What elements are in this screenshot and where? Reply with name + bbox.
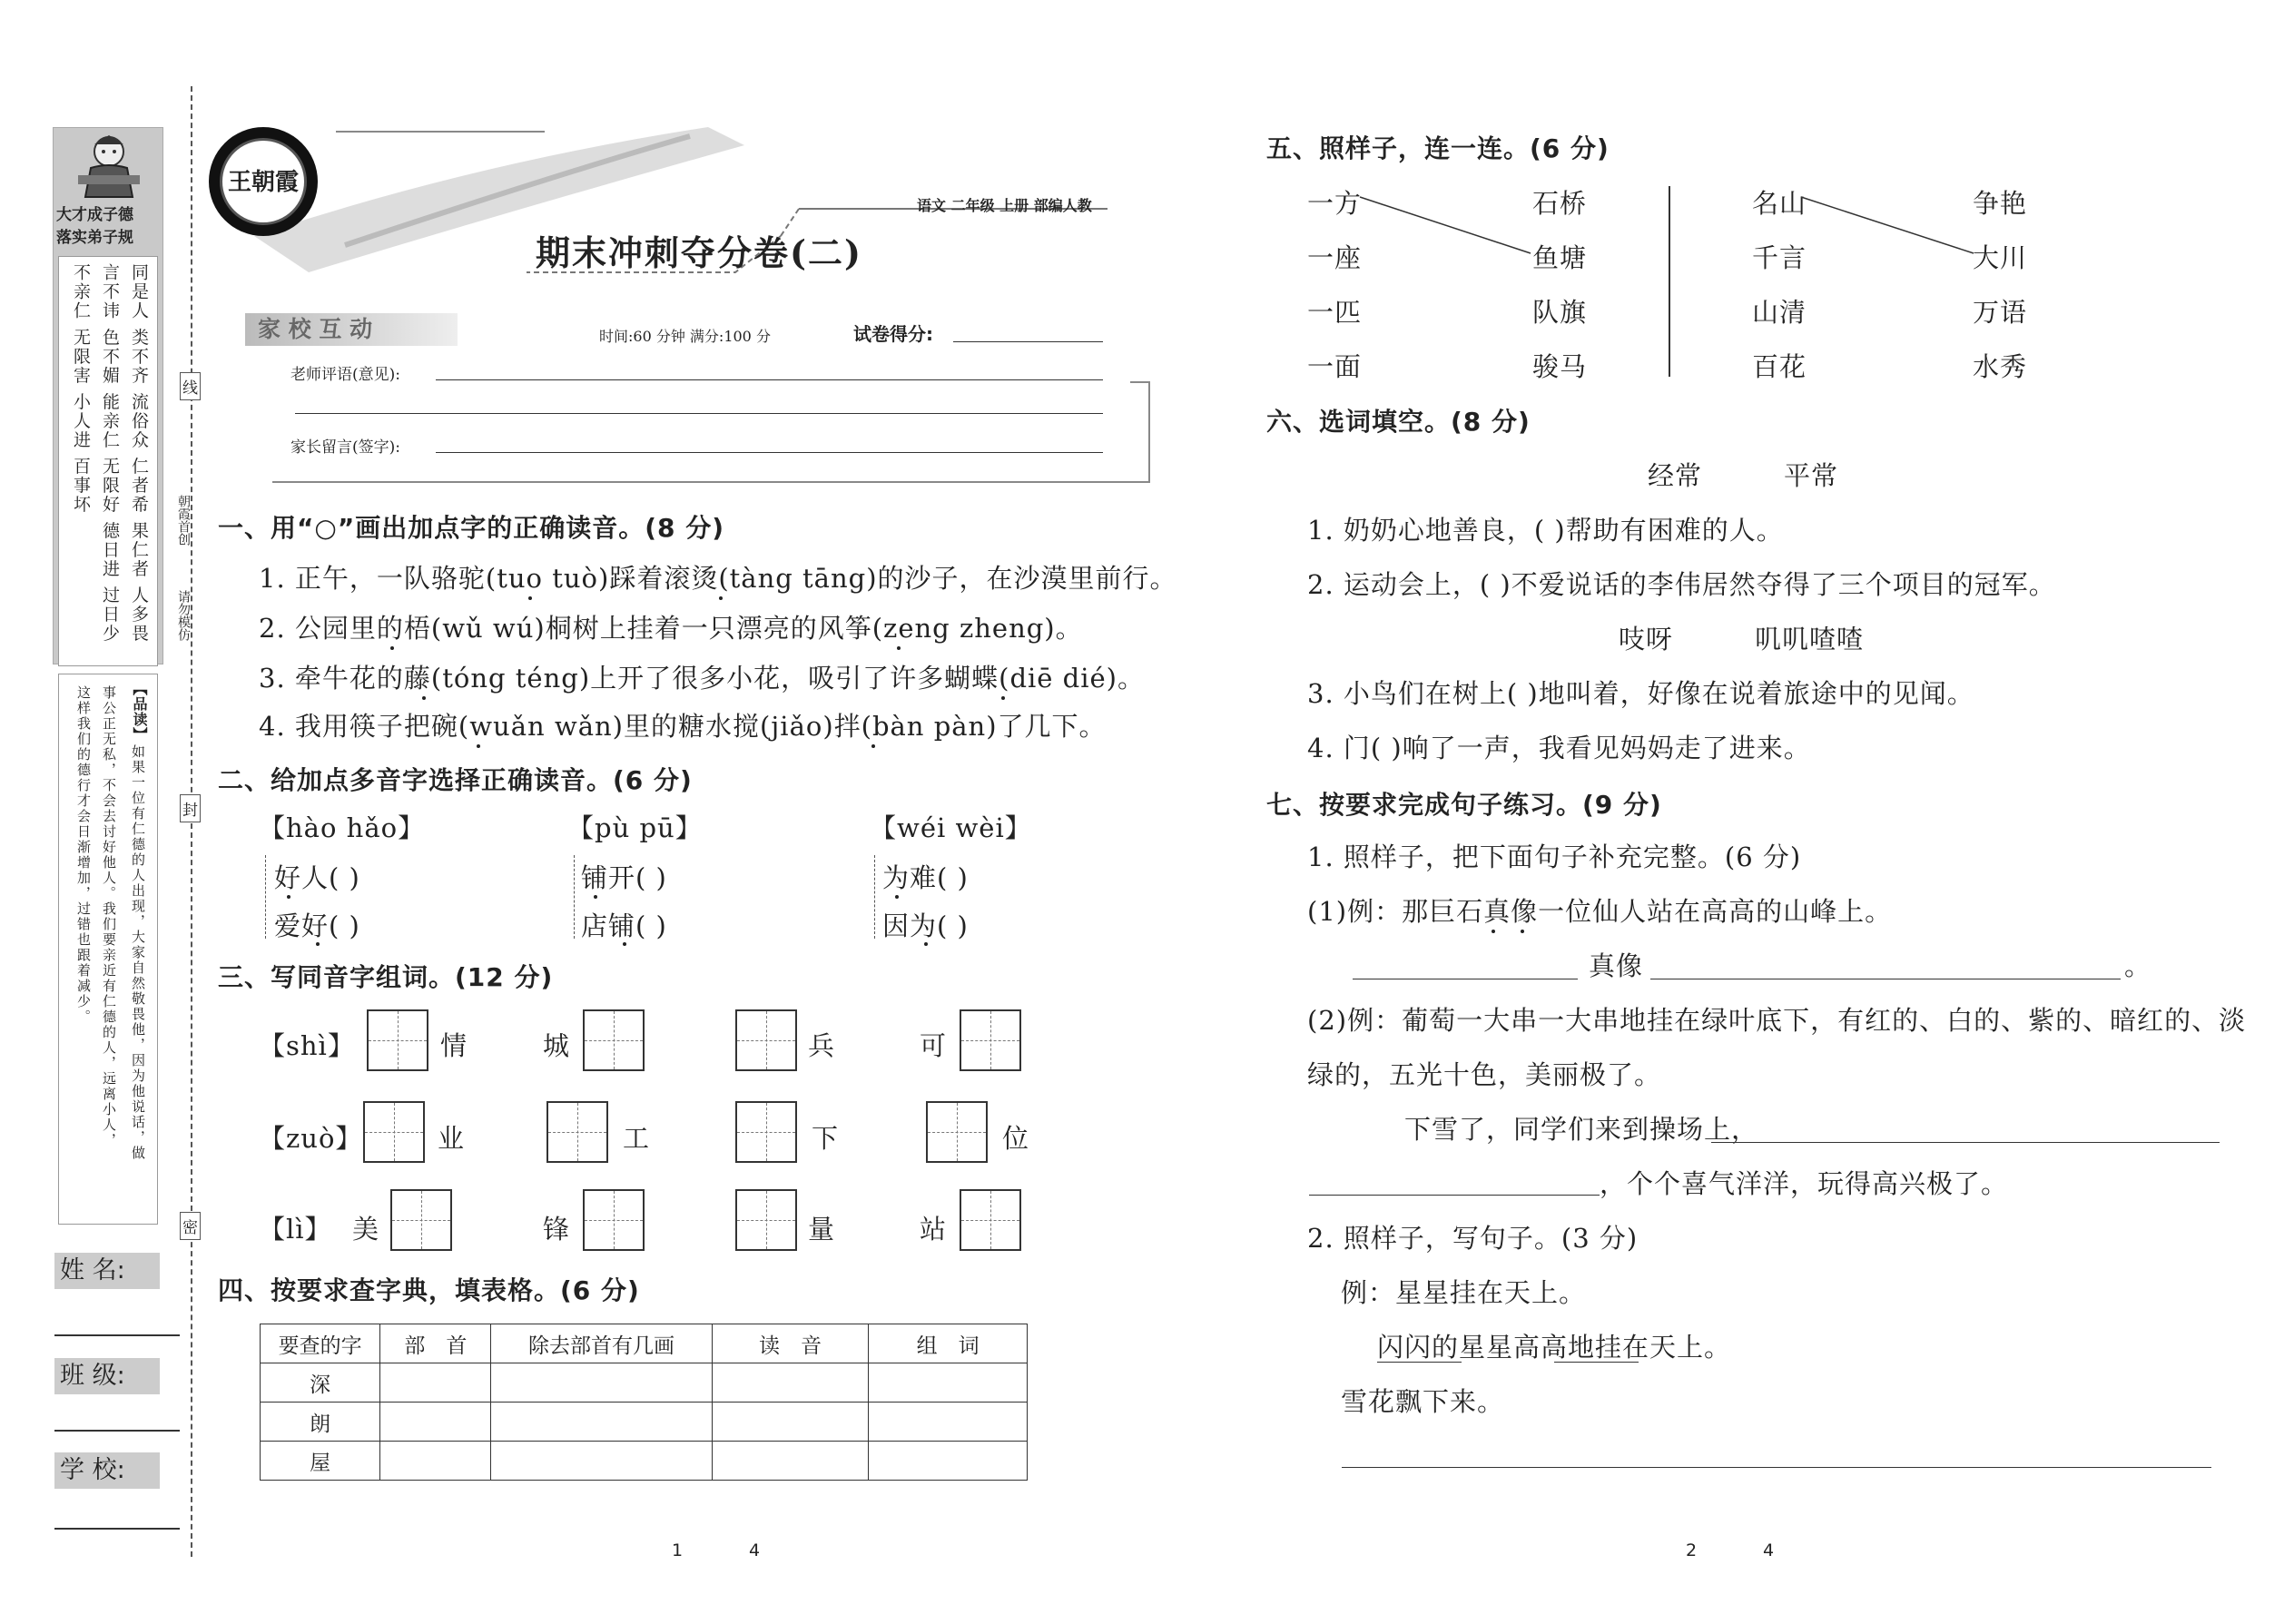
table-header-cell: 组 词 [869, 1324, 1028, 1363]
emphasis-dot [623, 942, 626, 946]
q1-item-2: 2. 公园里的梧(wǔ wú)桐树上挂着一只漂亮的风筝(zeng zheng)。 [259, 613, 1083, 644]
emphasis-dot [871, 744, 875, 748]
parent-comment-field[interactable] [436, 452, 1103, 453]
q6-sentence-4: 4. 门( )响了一声，我看见妈妈走了进来。 [1307, 733, 1811, 763]
table-header-cell: 除去部首有几画 [491, 1324, 712, 1363]
q2-word: 因为( ) [882, 910, 969, 941]
match-example-lines [1353, 186, 1988, 268]
emphasis-dot [719, 596, 723, 600]
match-right-a: 千言 [1752, 242, 1807, 273]
q7-sub-1: 1. 照样子，把下面句子补充完整。(6 分) [1307, 842, 1802, 872]
q2-pinyin-2: 【pù pū】 [567, 812, 703, 843]
tian-grid[interactable] [960, 1189, 1021, 1251]
class-field[interactable] [54, 1430, 180, 1432]
q7-fill-2b: ，个个喜气洋洋，玩得高兴极了。 [1600, 1168, 2009, 1199]
fold-note-1: 朝霞首创 [176, 495, 191, 546]
answer-line[interactable] [1711, 1142, 2220, 1143]
q7-fill-2a: 下雪了，同学们来到操场上， [1404, 1114, 1759, 1145]
emphasis-dot [1001, 696, 1005, 700]
right-page-number: 2 [1686, 1540, 1698, 1560]
q1-item-3: 3. 牵牛花的藤(tóng téng)上开了很多小花，吸引了许多蝴蝶(diē dié)。 [259, 663, 1145, 694]
q7-example-2a: (2)例：葡萄一大串一大串地挂在绿叶底下，有红的、白的、紫的、暗红的、淡 [1307, 1005, 2247, 1036]
q3-word: 美 [352, 1214, 380, 1245]
table-cell[interactable] [380, 1403, 491, 1442]
cut-mark-feng: 封 [180, 794, 201, 822]
q3-pinyin: 【zuò】 [259, 1123, 363, 1154]
q2-word: 为难( ) [882, 862, 969, 893]
match-left-a: 一座 [1307, 242, 1363, 273]
table-cell[interactable] [869, 1363, 1028, 1403]
pindu-text-1: 如果一位有仁德的人出现，大家自然敬畏他，因为他说话，做 [130, 744, 146, 1161]
tian-grid[interactable] [735, 1101, 797, 1163]
pindu-label: 【品读】 [131, 681, 148, 743]
tian-grid[interactable] [960, 1009, 1021, 1071]
parent-comment-label: 家长留言(签字): [290, 438, 400, 457]
match-left-b: 鱼塘 [1532, 242, 1588, 273]
fold-note-2: 请勿模仿 [176, 590, 191, 641]
sidebar-rule-col1: 同是人 类不齐 流俗众 仁者希 果仁者 人多畏 [129, 263, 149, 644]
q3-word: 站 [920, 1214, 948, 1245]
home-school-banner: 家 校 互 动 [245, 313, 458, 346]
right-page-total: 4 [1763, 1540, 1775, 1560]
time-info: 时间:60 分钟 满分:100 分 [599, 328, 771, 345]
match-right-b: 大川 [1973, 242, 2028, 273]
q3-word: 城 [543, 1030, 571, 1061]
q2-pinyin-1: 【hào hǎo】 [259, 812, 426, 843]
underline-mark [1554, 1362, 1639, 1363]
table-cell: 屋 [261, 1442, 380, 1481]
table-cell[interactable] [491, 1403, 712, 1442]
tian-grid[interactable] [546, 1101, 608, 1163]
table-header-cell: 要查的字 [261, 1324, 380, 1363]
subject-meta: 语文 二年级 上册 部编人教 [917, 197, 1092, 214]
match-left-a: 一方 [1307, 188, 1363, 219]
emphasis-dot [287, 895, 290, 899]
sidebar-rule-col3: 不亲仁 无限害 小人进 百事坏 [71, 263, 91, 515]
bracket [574, 855, 575, 939]
q2-pinyin-3: 【wéi wèi】 [870, 812, 1032, 843]
q2-word: 店铺( ) [581, 910, 667, 941]
q2-word: 铺开( ) [581, 862, 667, 893]
emphasis-dot [897, 646, 901, 650]
name-label: 姓 名: [54, 1253, 160, 1289]
q6-sentence-3: 3. 小鸟们在树上( )地叫着，好像在说着旅途中的见闻。 [1307, 678, 1974, 709]
q7-example-3: 例：星星挂在天上。 [1341, 1277, 1587, 1308]
table-cell[interactable] [869, 1403, 1028, 1442]
mascot-avatar [73, 132, 145, 200]
q2-word: 爱好( ) [274, 910, 360, 941]
q7-task: 雪花飘下来。 [1341, 1386, 1505, 1417]
table-cell[interactable] [712, 1442, 869, 1481]
table-header-cell: 部 首 [380, 1324, 491, 1363]
match-left-b: 石桥 [1532, 188, 1588, 219]
q1-item-4: 4. 我用筷子把碗(wuǎn wǎn)里的糖水搅(jiǎo)拌(bàn pàn)了几下。 [259, 711, 1107, 742]
dictionary-table [260, 1324, 1028, 1481]
match-right-a: 山清 [1752, 297, 1807, 328]
q6-sentence-1: 1. 奶奶心地善良，( )帮助有困难的人。 [1307, 515, 1784, 546]
sidebar-rule-col2: 言不讳 色不媚 能亲仁 无限好 德日进 过日少 [100, 263, 120, 644]
emphasis-dot [477, 744, 480, 748]
period-mark: 。 [2124, 950, 2152, 981]
cut-mark-mi: 密 [180, 1212, 201, 1240]
table-cell[interactable] [491, 1363, 712, 1403]
answer-line[interactable] [1309, 1195, 1600, 1196]
q3-word: 情 [440, 1030, 468, 1061]
table-row [261, 1403, 1028, 1442]
q2-heading: 二、给加点多音字选择正确读音。(6 分) [218, 765, 693, 795]
table-cell: 朗 [261, 1403, 380, 1442]
pindu-text-3: 这样我们的德行才会日渐增加，过错也跟着减少。 [75, 685, 92, 1025]
sidebar-motto-1: 大才成子德 [56, 206, 133, 224]
emphasis-dot [1492, 930, 1495, 933]
q6-heading: 六、选词填空。(8 分) [1266, 407, 1531, 437]
tian-grid[interactable] [583, 1189, 645, 1251]
page-title: 期末冲刺夺分卷(二) [536, 232, 862, 273]
match-left-b: 骏马 [1532, 351, 1588, 382]
emphasis-dot [422, 696, 426, 700]
score-field[interactable] [953, 341, 1103, 342]
table-row [261, 1363, 1028, 1403]
match-right-b: 万语 [1973, 297, 2028, 328]
emphasis-dot [924, 942, 928, 946]
q1-item-1: 1. 正午，一队骆驼(tuo tuò)踩着滚烫(tàng tāng)的沙子，在沙漠里前行。 [259, 563, 1177, 594]
q3-word: 可 [920, 1030, 948, 1061]
emphasis-dot [316, 942, 320, 946]
school-field[interactable] [54, 1528, 180, 1530]
match-left-a: 一匹 [1307, 297, 1363, 328]
table-row [261, 1442, 1028, 1481]
pindu-text-2: 事公正无私，不会去讨好他人。我们要亲近有仁德的人，远离小人， [101, 685, 117, 1148]
q2-word: 好人( ) [274, 862, 360, 893]
q3-pinyin: 【lì】 [259, 1214, 332, 1245]
header-frame-right [1130, 381, 1150, 483]
table-header-cell: 读 音 [712, 1324, 869, 1363]
match-right-b: 争艳 [1973, 188, 2028, 219]
emphasis-dot [390, 646, 394, 650]
tian-grid[interactable] [363, 1101, 425, 1163]
table-cell[interactable] [491, 1442, 712, 1481]
underline-mark [1377, 1362, 1462, 1363]
brand-logo [209, 127, 318, 236]
q7-example-3b: 闪闪的星星高高地挂在天上。 [1377, 1332, 1732, 1363]
name-field[interactable] [54, 1334, 180, 1336]
zhenxiang-text: 真像 [1589, 950, 1644, 981]
match-right-b: 水秀 [1973, 351, 2028, 382]
cut-mark-xian: 线 [180, 372, 201, 400]
tian-grid[interactable] [367, 1009, 428, 1071]
table-header-row [261, 1324, 1028, 1363]
emphasis-dot [528, 596, 532, 600]
tian-grid[interactable] [735, 1189, 797, 1251]
bracket [874, 855, 875, 939]
table-cell[interactable] [712, 1363, 869, 1403]
emphasis-dot [594, 895, 597, 899]
score-label: 试卷得分: [853, 323, 933, 345]
teacher-comment-label: 老师评语(意见): [290, 366, 400, 384]
match-left-b: 队旗 [1532, 297, 1588, 328]
class-label: 班 级: [54, 1358, 160, 1394]
tian-grid[interactable] [926, 1101, 988, 1163]
teacher-comment-field[interactable] [436, 379, 1103, 380]
school-label: 学 校: [54, 1452, 160, 1489]
q6-options-2: 吱呀 叽叽喳喳 [1619, 624, 1865, 655]
match-right-a: 名山 [1752, 188, 1807, 219]
q4-heading: 四、按要求查字典，填表格。(6 分) [218, 1275, 640, 1305]
q5-heading: 五、照样子，连一连。(6 分) [1266, 133, 1610, 163]
q7-example-1: (1)例：那巨石真像一位仙人站在高高的山峰上。 [1307, 896, 1893, 927]
q3-word: 量 [808, 1214, 836, 1245]
q6-sentence-2: 2. 运动会上，( )不爱说话的李伟居然夺得了三个项目的冠军。 [1307, 569, 2056, 600]
tian-grid[interactable] [735, 1009, 797, 1071]
q3-word: 业 [438, 1123, 466, 1154]
q3-word: 位 [1002, 1123, 1030, 1154]
match-right-a: 百花 [1752, 351, 1807, 382]
emphasis-dot [895, 895, 899, 899]
table-cell: 深 [261, 1363, 380, 1403]
q1-heading: 一、用“○”画出加点字的正确读音。(8 分) [218, 513, 725, 543]
table-cell[interactable] [869, 1442, 1028, 1481]
sidebar-motto-2: 落实弟子规 [56, 229, 133, 247]
q3-pinyin: 【shì】 [259, 1030, 355, 1061]
bracket [265, 855, 266, 939]
q3-word: 工 [623, 1123, 651, 1154]
q3-heading: 三、写同音字组词。(12 分) [218, 962, 554, 992]
q7-example-2b: 绿的，五光十色，美丽极了。 [1307, 1059, 1662, 1090]
tian-grid[interactable] [390, 1189, 452, 1251]
table-cell[interactable] [712, 1403, 869, 1442]
q3-word: 兵 [808, 1030, 836, 1061]
teacher-comment-field-2[interactable] [295, 413, 1103, 414]
q3-word: 下 [812, 1123, 840, 1154]
header-frame-bottom [272, 481, 1148, 483]
q6-options-1: 经常 平常 [1648, 460, 1839, 491]
table-cell[interactable] [380, 1442, 491, 1481]
left-page-total: 4 [749, 1540, 761, 1560]
tian-grid[interactable] [583, 1009, 645, 1071]
emphasis-dot [1521, 930, 1524, 933]
answer-line[interactable] [1342, 1467, 2211, 1468]
left-page-number: 1 [672, 1540, 684, 1560]
match-left-a: 一面 [1307, 351, 1363, 382]
logo-text: 王朝霞 [227, 169, 299, 196]
table-cell[interactable] [380, 1363, 491, 1403]
q3-word: 锋 [543, 1214, 571, 1245]
q7-heading: 七、按要求完成句子练习。(9 分) [1266, 790, 1662, 820]
q7-sub-2: 2. 照样子，写句子。(3 分) [1307, 1223, 1639, 1254]
